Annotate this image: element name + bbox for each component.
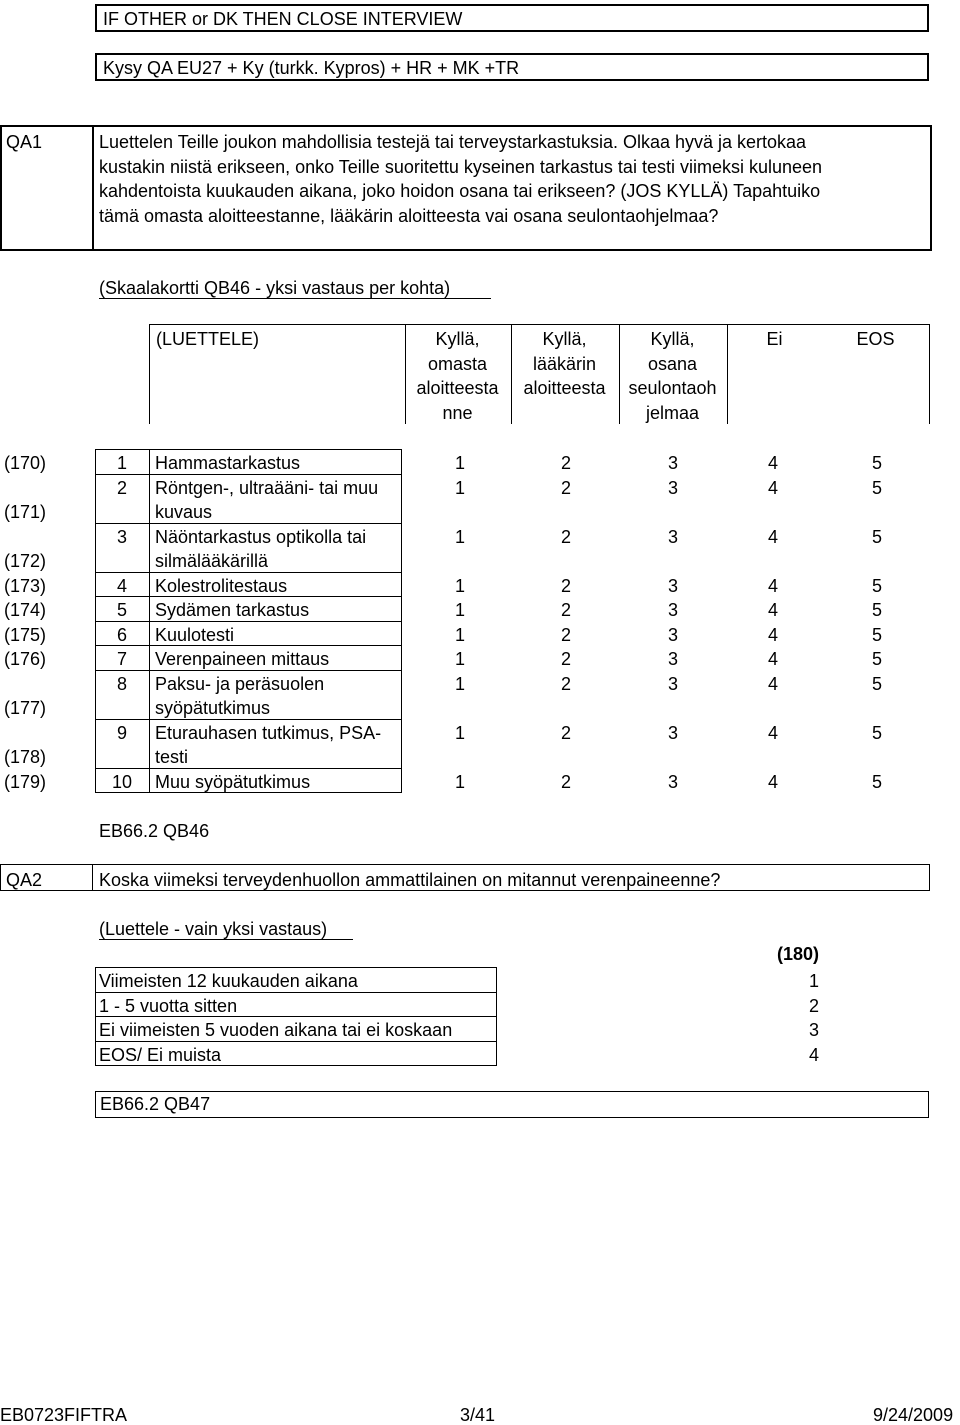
row-mid-line xyxy=(149,474,150,523)
item-code: 3 xyxy=(667,575,678,596)
row-top-line xyxy=(95,523,402,524)
option-code: 4 xyxy=(809,1044,820,1065)
item-var: (174) xyxy=(4,600,47,620)
item-code: 3 xyxy=(667,624,678,645)
item-code: 4 xyxy=(767,722,778,743)
item-code: 4 xyxy=(767,624,778,645)
row-top-line xyxy=(95,572,402,573)
header-col1 xyxy=(405,330,510,428)
item-code: 2 xyxy=(560,600,571,620)
item-number: 10 xyxy=(111,771,133,792)
filter-text: IF OTHER or DK THEN CLOSE INTERVIEW xyxy=(103,9,463,29)
item-code: 2 xyxy=(560,624,571,645)
qa1-question xyxy=(99,133,822,231)
item-label: silmälääkärillä xyxy=(155,551,269,571)
qa1-instruction-underline xyxy=(99,298,491,299)
table-bottom-line xyxy=(95,792,402,793)
item-label: Hammastarkastus xyxy=(155,453,301,473)
item-code: 2 xyxy=(560,526,571,547)
option-top-line xyxy=(95,992,497,993)
item-number: 7 xyxy=(116,649,127,669)
item-code: 4 xyxy=(767,673,778,694)
row-mid-line xyxy=(149,768,150,793)
qa2-right-line xyxy=(929,864,930,891)
row-left-line xyxy=(95,670,96,719)
item-code: 3 xyxy=(667,722,678,743)
item-number: 3 xyxy=(116,526,127,547)
row-mid-line xyxy=(149,572,150,597)
option-top-line xyxy=(95,1041,497,1042)
row-right-line xyxy=(401,449,402,474)
row-left-line xyxy=(95,449,96,474)
row-mid-line xyxy=(149,670,150,719)
row-top-line xyxy=(95,645,402,646)
header-list: (LUETTELE) xyxy=(156,329,260,349)
row-top-line xyxy=(95,768,402,769)
option-code: 3 xyxy=(809,1020,820,1040)
header-col1-line: Kyllä, xyxy=(435,329,480,349)
header-col3-line: seulontaoh xyxy=(628,378,717,398)
item-var: (173) xyxy=(4,575,47,596)
item-code: 2 xyxy=(560,453,571,473)
item-code: 1 xyxy=(454,575,465,596)
item-label: syöpätutkimus xyxy=(155,698,271,718)
option-label: 1 - 5 vuotta sitten xyxy=(99,995,238,1016)
header-col3 xyxy=(619,330,726,428)
row-mid-line xyxy=(149,596,150,621)
item-label: Paksu- ja peräsuolen xyxy=(155,673,325,694)
item-code: 2 xyxy=(560,575,571,596)
row-right-line xyxy=(401,596,402,621)
item-label: Sydämen tarkastus xyxy=(155,600,310,620)
qa1-ref: EB66.2 QB46 xyxy=(99,821,210,841)
row-top-line xyxy=(95,449,402,450)
row-right-line xyxy=(401,572,402,597)
qa1-question-line: kustakin niistä erikseen, onko Teille suoritettu kyseinen tarkastus tai testi viimeksi kuluneen xyxy=(99,156,823,177)
header-col4: Ei xyxy=(766,329,783,349)
item-label: Verenpaineen mittaus xyxy=(155,649,330,669)
qa2-ref-box xyxy=(95,1091,929,1118)
options-bottom-line xyxy=(95,1065,497,1066)
item-code: 4 xyxy=(767,575,778,596)
item-code: 3 xyxy=(667,526,678,547)
item-number: 1 xyxy=(116,453,127,473)
row-right-line xyxy=(401,474,402,523)
row-left-line xyxy=(95,621,96,646)
option-code: 2 xyxy=(809,995,820,1016)
item-code: 4 xyxy=(767,526,778,547)
item-code: 1 xyxy=(454,526,465,547)
item-code: 4 xyxy=(767,771,778,792)
item-code: 5 xyxy=(871,722,882,743)
item-code: 5 xyxy=(871,673,882,694)
item-code: 3 xyxy=(667,600,678,620)
item-code: 2 xyxy=(560,673,571,694)
row-mid-line xyxy=(149,719,150,768)
item-code: 2 xyxy=(560,477,571,498)
qa2-divider xyxy=(92,864,93,891)
item-label: Näöntarkastus optikolla tai xyxy=(155,526,367,547)
row-mid-line xyxy=(149,645,150,670)
header-col2-line: lääkärin xyxy=(532,353,597,374)
qa1-id: QA1 xyxy=(6,132,43,152)
header-col2-line: aloitteesta xyxy=(523,378,606,398)
item-number: 4 xyxy=(116,575,127,596)
item-code: 1 xyxy=(454,453,465,473)
row-right-line xyxy=(401,670,402,719)
option-code: 1 xyxy=(809,971,820,991)
item-code: 1 xyxy=(454,722,465,743)
row-top-line xyxy=(95,621,402,622)
row-left-line xyxy=(95,719,96,768)
qa2-left-line xyxy=(0,864,1,891)
qa1-divider xyxy=(92,126,94,250)
row-mid-line xyxy=(149,523,150,572)
row-left-line xyxy=(95,474,96,523)
item-number: 9 xyxy=(116,722,127,743)
item-var: (176) xyxy=(4,649,47,669)
item-code: 5 xyxy=(871,526,882,547)
qa2-id: QA2 xyxy=(6,870,43,890)
item-code: 4 xyxy=(767,477,778,498)
row-right-line xyxy=(401,621,402,646)
header-col3-line: Kyllä, xyxy=(650,329,695,349)
qa1-instruction: (Skaalakortti QB46 - yksi vastaus per kohta) xyxy=(99,278,451,298)
item-code: 1 xyxy=(454,771,465,792)
item-code: 2 xyxy=(560,771,571,792)
qa1-question-line: tämä omasta aloitteestanne, lääkärin aloitteesta vai osana seulontaohjelmaa? xyxy=(99,205,719,226)
item-code: 5 xyxy=(871,453,882,473)
qa2-ref: EB66.2 QB47 xyxy=(100,1094,211,1114)
footer-date: 9/24/2009 xyxy=(873,1405,954,1425)
item-label: testi xyxy=(155,747,189,767)
row-left-line xyxy=(95,523,96,572)
item-var: (178) xyxy=(4,747,47,767)
item-var: (175) xyxy=(4,624,47,645)
item-code: 3 xyxy=(667,771,678,792)
item-label: Eturauhasen tutkimus, PSA- xyxy=(155,722,382,743)
item-var: (172) xyxy=(4,551,47,571)
row-right-line xyxy=(401,719,402,768)
item-code: 4 xyxy=(767,600,778,620)
item-var: (170) xyxy=(4,453,47,473)
item-code: 1 xyxy=(454,600,465,620)
item-label: Kolestrolitestaus xyxy=(155,575,288,596)
qa1-question-line: kahdentoista kuukauden aikana, joko hoidon osana tai erikseen? (JOS KYLLÄ) Tapahtuiko xyxy=(99,181,821,201)
item-var: (171) xyxy=(4,502,47,522)
row-left-line xyxy=(95,645,96,670)
row-right-line xyxy=(401,523,402,572)
option-top-line xyxy=(95,1016,497,1017)
row-left-line xyxy=(95,572,96,597)
item-code: 2 xyxy=(560,722,571,743)
item-number: 8 xyxy=(116,673,127,694)
row-right-line xyxy=(401,768,402,793)
qa2-bottom-line xyxy=(0,890,930,891)
item-code: 1 xyxy=(454,624,465,645)
header-col2 xyxy=(511,330,618,404)
countries-text: Kysy QA EU27 + Ky (turkk. Kypros) + HR + MK +TR xyxy=(103,58,520,78)
item-label: Muu syöpätutkimus xyxy=(155,771,311,792)
option-label: Viimeisten 12 kuukauden aikana xyxy=(99,971,358,991)
item-code: 5 xyxy=(871,600,882,620)
item-code: 5 xyxy=(871,649,882,669)
row-left-line xyxy=(95,768,96,793)
item-label: Röntgen-, ultraääni- tai muu xyxy=(155,477,379,498)
item-code: 3 xyxy=(667,649,678,669)
row-top-line xyxy=(95,670,402,671)
qa2-top-line xyxy=(0,864,930,865)
header-col1-line: nne xyxy=(442,402,473,423)
row-mid-line xyxy=(149,621,150,646)
filter-box xyxy=(95,4,929,32)
row-right-line xyxy=(401,645,402,670)
countries-box xyxy=(95,53,929,81)
header-col3-line: osana xyxy=(647,353,698,374)
item-code: 4 xyxy=(767,649,778,669)
item-code: 5 xyxy=(871,477,882,498)
item-number: 2 xyxy=(116,477,127,498)
item-code: 2 xyxy=(560,649,571,669)
options-left-line xyxy=(95,967,96,1065)
qa2-instruction-underline xyxy=(99,939,353,940)
item-code: 1 xyxy=(454,477,465,498)
item-code: 1 xyxy=(454,649,465,669)
header-right-line xyxy=(929,324,930,424)
item-var: (177) xyxy=(4,698,47,718)
footer-doc-id: EB0723FIFTRA xyxy=(0,1405,128,1425)
header-col2-line: Kyllä, xyxy=(542,329,587,349)
row-top-line xyxy=(95,596,402,597)
qa2-var: (180) xyxy=(777,944,820,964)
item-code: 3 xyxy=(667,673,678,694)
item-code: 5 xyxy=(871,771,882,792)
item-code: 3 xyxy=(667,477,678,498)
qa1-question-line: Luettelen Teille joukon mahdollisia testejä tai terveystarkastuksia. Olkaa hyvä ja kertokaa xyxy=(99,132,807,152)
header-col1-line: aloitteesta xyxy=(416,378,499,398)
item-number: 6 xyxy=(116,624,127,645)
header-top-line xyxy=(149,324,929,325)
footer-page: 3/41 xyxy=(460,1405,496,1425)
header-col5: EOS xyxy=(856,329,895,349)
item-code: 5 xyxy=(871,624,882,645)
item-code: 3 xyxy=(667,453,678,473)
row-left-line xyxy=(95,596,96,621)
item-code: 1 xyxy=(454,673,465,694)
option-top-line xyxy=(95,967,497,968)
item-code: 5 xyxy=(871,575,882,596)
item-code: 4 xyxy=(767,453,778,473)
options-right-line xyxy=(496,967,497,1065)
option-label: Ei viimeisten 5 vuoden aikana tai ei koskaan xyxy=(99,1020,453,1040)
header-left-line xyxy=(149,324,150,424)
option-label: EOS/ Ei muista xyxy=(99,1044,222,1065)
row-mid-line xyxy=(149,449,150,474)
item-number: 5 xyxy=(116,600,127,620)
header-col1-line: omasta xyxy=(427,353,488,374)
row-top-line xyxy=(95,719,402,720)
row-top-line xyxy=(95,474,402,475)
item-label: Kuulotesti xyxy=(155,624,235,645)
qa2-instruction: (Luettele - vain yksi vastaus) xyxy=(99,919,328,939)
qa2-question: Koska viimeksi terveydenhuollon ammattilainen on mitannut verenpaineenne? xyxy=(99,870,721,890)
header-col3-line: jelmaa xyxy=(645,402,700,423)
item-label: kuvaus xyxy=(155,502,213,522)
item-var: (179) xyxy=(4,771,47,792)
